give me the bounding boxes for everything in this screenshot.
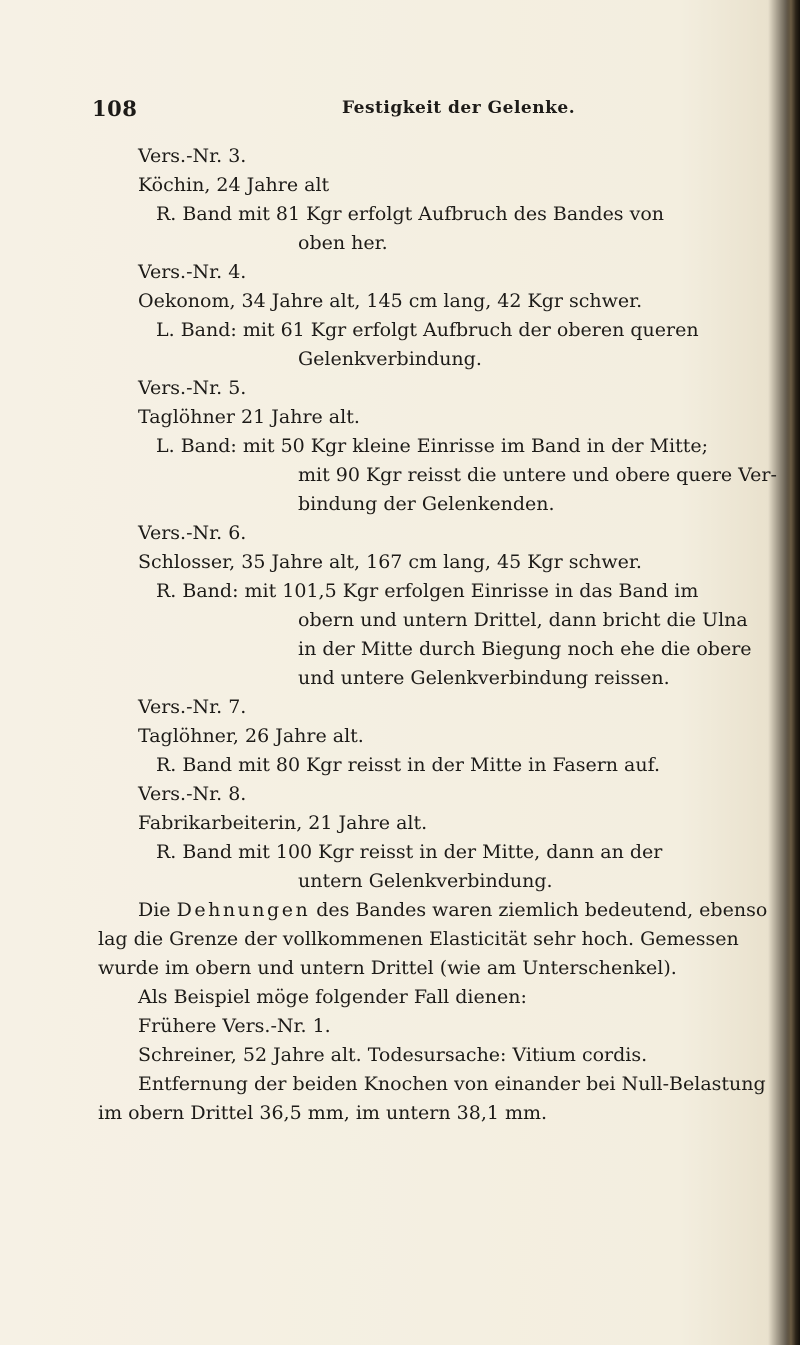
paragraph-lead: Die	[138, 899, 171, 921]
case-person-6: Schlosser, 35 Jahre alt, 167 cm lang, 45 Kgr schwer.	[138, 551, 642, 573]
case-band-line: R. Band: mit 101,5 Kgr erfolgen Einrisse in das Band im	[156, 580, 699, 602]
case-band-line: in der Mitte durch Biegung noch ehe die obere	[298, 638, 752, 660]
case-vers-6: Vers.-Nr. 6.	[138, 522, 247, 544]
paragraph-first-rest: des Bandes waren ziemlich bedeutend, ebenso	[316, 899, 768, 921]
case-vers-8: Vers.-Nr. 8.	[138, 783, 247, 805]
case-band-line: oben her.	[298, 232, 388, 254]
case-person-7: Taglöhner, 26 Jahre alt.	[138, 725, 364, 747]
case-band-line: R. Band mit 81 Kgr erfolgt Aufbruch des Bandes von	[156, 203, 665, 225]
removal-line: im obern Drittel 36,5 mm, im untern 38,1 mm.	[98, 1102, 548, 1124]
case-band-line: L. Band: mit 50 Kgr kleine Einrisse im Band in der Mitte;	[156, 435, 709, 457]
case-vers-7: Vers.-Nr. 7.	[138, 696, 247, 718]
running-title: Festigkeit der Gelenke.	[342, 98, 576, 118]
case-band-line: bindung der Gelenkenden.	[298, 493, 555, 515]
page-header	[92, 96, 732, 124]
case-band-line: R. Band mit 80 Kgr reisst in der Mitte in Fasern auf.	[156, 754, 661, 776]
paragraph-line: lag die Grenze der vollkommenen Elasticität sehr hoch. Gemessen	[98, 928, 739, 950]
paragraph-first-line	[138, 896, 768, 925]
case-band-line: untern Gelenkverbindung.	[298, 870, 553, 892]
case-vers-4: Vers.-Nr. 4.	[138, 261, 247, 283]
emphasized-word: Dehnungen	[176, 899, 311, 921]
case-band-line: R. Band mit 100 Kgr reisst in der Mitte, dann an der	[156, 841, 663, 863]
page-body	[98, 142, 777, 1128]
example-line: Als Beispiel möge folgender Fall dienen:	[138, 986, 527, 1008]
removal-line: Entfernung der beiden Knochen von einander bei Null-Belastung	[138, 1073, 766, 1095]
earlier-vers: Frühere Vers.-Nr. 1.	[138, 1015, 331, 1037]
paragraph-line: wurde im obern und untern Drittel (wie am Unterschenkel).	[98, 957, 677, 979]
case-band-line: mit 90 Kgr reisst die untere und obere quere Ver-	[298, 464, 777, 486]
page-edge-shadow	[786, 0, 800, 1345]
case-person-8: Fabrikarbeiterin, 21 Jahre alt.	[138, 812, 428, 834]
case-band-line: Gelenkverbindung.	[298, 348, 482, 370]
case-person-3: Köchin, 24 Jahre alt	[138, 174, 330, 196]
case-vers-5: Vers.-Nr. 5.	[138, 377, 247, 399]
earlier-person: Schreiner, 52 Jahre alt. Todesursache: Vitium cordis.	[138, 1044, 648, 1066]
case-person-4: Oekonom, 34 Jahre alt, 145 cm lang, 42 Kgr schwer.	[138, 290, 643, 312]
page-number: 108	[92, 96, 138, 121]
case-vers-3: Vers.-Nr. 3.	[138, 145, 247, 167]
case-band-line: obern und untern Drittel, dann bricht die Ulna	[298, 609, 748, 631]
case-band-line: L. Band: mit 61 Kgr erfolgt Aufbruch der oberen queren	[156, 319, 699, 341]
case-band-line: und untere Gelenkverbindung reissen.	[298, 667, 670, 689]
case-person-5: Taglöhner 21 Jahre alt.	[138, 406, 360, 428]
